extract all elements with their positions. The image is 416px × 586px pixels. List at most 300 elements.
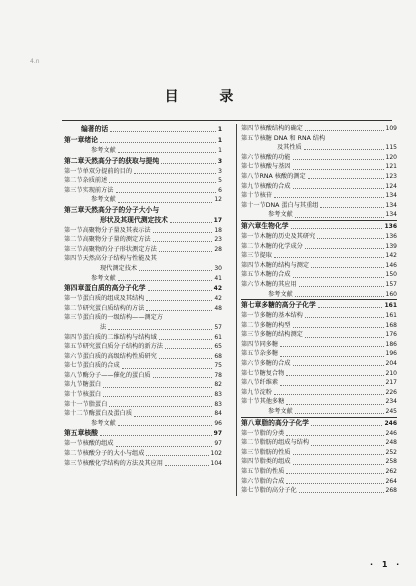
toc-entry-page: 18 <box>214 226 222 234</box>
toc-entry-number: 第三节 <box>241 252 260 260</box>
toc-entry <box>64 449 222 459</box>
toc-entry-title: 多糖的合成 <box>259 360 291 368</box>
toc-entry-title: 提取 <box>259 252 272 260</box>
toc-entry <box>64 283 222 294</box>
toc-entry-title: 及其性质 <box>277 144 302 152</box>
toc-entry <box>64 313 222 323</box>
toc-entry-number: 第八节 <box>241 379 260 387</box>
toc-entry-page: 109 <box>385 125 397 132</box>
toc-leader-dots <box>295 217 384 218</box>
toc-leader-dots <box>109 182 216 183</box>
toc-entry-page: 23 <box>214 236 222 244</box>
toc-entry <box>241 369 397 379</box>
toc-entry-number: 第十节 <box>241 398 260 406</box>
toc-leader-dots <box>293 159 384 160</box>
toc-leader-dots <box>305 248 384 249</box>
toc-entry-page: 210 <box>385 369 397 377</box>
toc-leader-dots <box>293 188 384 189</box>
toc-leader-dots <box>305 130 384 131</box>
toc-entry-page: 102 <box>210 450 222 458</box>
toc-entry-title: 木糖的历史及其研究 <box>259 232 316 240</box>
toc-leader-dots <box>299 286 384 287</box>
toc-leader-dots <box>317 238 383 239</box>
toc-entry-number: 第七节 <box>64 362 83 370</box>
toc-leader-dots <box>146 310 212 311</box>
toc-entry-number: 第八章 <box>241 418 262 427</box>
toc-leader-dots <box>293 327 384 328</box>
toc-leader-dots <box>118 280 213 281</box>
toc-entry <box>64 167 222 177</box>
toc-entry <box>241 417 397 429</box>
toc-leader-dots <box>108 329 212 330</box>
toc-entry-page: 124 <box>385 182 397 190</box>
toc-entry <box>241 477 397 487</box>
toc-entry <box>241 270 397 280</box>
toc-entry <box>241 220 397 232</box>
toc-entry <box>64 439 222 449</box>
toc-leader-dots <box>293 365 384 366</box>
toc-entry-number: 第四节 <box>64 255 83 263</box>
toc-leader-dots <box>280 346 383 347</box>
toc-entry-title: 核蛋白 <box>82 391 102 399</box>
toc-entry-page: 65 <box>214 343 222 351</box>
toc-entry-page: 252 <box>385 448 397 456</box>
toc-entry <box>64 135 222 146</box>
toc-entry <box>64 390 222 400</box>
toc-entry-page: 160 <box>385 290 397 298</box>
toc-entry-title: 酶分子——催化的蛋白质 <box>82 371 151 379</box>
toc-entry-page: 262 <box>385 468 397 475</box>
toc-entry-title: 杂多糖 <box>259 350 279 358</box>
toc-entry-title: 核酸的合成 <box>259 182 291 190</box>
toc-leader-dots <box>274 394 384 395</box>
toc-entry-page: 75 <box>214 362 222 370</box>
toc-entry-number: 第七节 <box>241 163 260 171</box>
toc-leader-dots <box>139 270 212 271</box>
toc-leader-dots <box>311 445 383 446</box>
toc-entry <box>241 407 397 417</box>
toc-entry-number: 第五节 <box>241 271 260 279</box>
toc-entry-number: 第三节 <box>64 459 83 467</box>
toc-entry-page: 134 <box>385 211 397 219</box>
toc-leader-dots <box>165 465 209 466</box>
toc-leader-dots <box>280 356 383 357</box>
toc-entry <box>241 311 397 321</box>
toc-entry-title: 生物化学 <box>261 221 289 230</box>
toc-leader-dots <box>118 425 213 426</box>
toc-entry-page: 150 <box>385 271 397 279</box>
toc-entry-page: 248 <box>385 439 397 447</box>
toc-entry-page: 139 <box>385 242 397 250</box>
toc-entry-number: 第二节 <box>241 242 260 250</box>
toc-entry-page: 264 <box>385 477 397 485</box>
toc-entry-page: 84 <box>214 410 222 418</box>
toc-entry-number: 第三章 <box>64 205 85 214</box>
toc-entry <box>64 245 222 255</box>
toc-entry-number: 第六节 <box>241 360 260 368</box>
toc-entry-number: 第十二节 <box>64 410 89 418</box>
toc-entry-title: 多糖的基本结构 <box>259 312 303 320</box>
toc-entry-title: 天然高分子的获取与提纯 <box>84 156 160 165</box>
toc-entry <box>64 195 222 205</box>
toc-leader-dots <box>295 296 384 297</box>
toc-entry <box>241 397 397 407</box>
title-rule <box>62 120 392 121</box>
toc-entry <box>241 172 397 182</box>
toc-leader-dots <box>311 425 383 426</box>
toc-entry <box>64 352 222 362</box>
toc-leader-dots <box>304 149 384 150</box>
toc-entry-number: 第八节 <box>64 371 83 379</box>
toc-entry-number: 第一节 <box>241 312 260 320</box>
toc-entry <box>241 232 397 242</box>
toc-entry-title: 木糖的其应用 <box>259 280 297 288</box>
page-number: · 1 · <box>370 560 403 569</box>
toc-entry <box>241 261 397 271</box>
toc-entry-number: 第六节 <box>241 477 260 485</box>
toc-entry <box>64 146 222 156</box>
toc-entry <box>241 162 397 172</box>
toc-entry-number: 第三节 <box>64 186 83 194</box>
toc-entry-number: 第一节 <box>241 232 260 240</box>
toc-entry-number: 第二节 <box>64 304 83 312</box>
toc-entry-number: 第五节 <box>241 468 260 475</box>
toc-entry-title: 参考文献 <box>91 147 116 154</box>
toc-entry <box>241 467 397 477</box>
toc-leader-dots <box>293 464 384 465</box>
toc-entry <box>241 448 397 458</box>
toc-entry-page: 17 <box>213 216 222 224</box>
toc-leader-dots <box>286 473 383 474</box>
toc-leader-dots <box>103 396 212 397</box>
toc-leader-dots <box>116 192 217 193</box>
toc-entry <box>241 378 397 388</box>
toc-entry-page: 234 <box>385 398 397 406</box>
toc-entry-page: 12 <box>214 196 222 204</box>
toc-entry-page: 5 <box>218 177 222 185</box>
toc-entry-page: 217 <box>385 379 397 387</box>
toc-leader-dots <box>305 317 384 318</box>
toc-entry <box>64 400 222 410</box>
toc-leader-dots <box>103 387 212 388</box>
toc-entry-page: 96 <box>214 419 222 427</box>
toc-entry-page: 61 <box>214 333 222 341</box>
toc-entry-number: 第二节 <box>241 439 260 447</box>
toc-entry <box>241 143 397 153</box>
toc-entry-number: 第七节 <box>241 487 260 495</box>
toc-entry-title: 形状及其现代测定技术 <box>100 215 168 224</box>
toc-entry <box>64 342 222 352</box>
toc-entry <box>241 290 397 300</box>
toc-entry-title: 核酸结构的确定 <box>259 125 303 132</box>
toc-entry-title: 参考文献 <box>91 419 116 427</box>
toc-entry-page: 176 <box>385 331 397 339</box>
toc-entry-title: 单双分提前的目的 <box>82 167 133 175</box>
toc-entry-number: 第七章 <box>241 301 262 310</box>
toc-leader-dots <box>148 290 212 291</box>
toc-entry-page: 157 <box>385 280 397 288</box>
toc-entry-title: 脂的性质 <box>259 468 285 475</box>
toc-leader-dots <box>286 404 383 405</box>
toc-entry <box>241 201 397 211</box>
toc-entry-title: DNA 蛋白与其重组 <box>265 201 319 209</box>
toc-entry <box>241 330 397 340</box>
toc-leader-dots <box>274 197 384 198</box>
toc-entry-page: 168 <box>385 321 397 329</box>
toc-entry <box>241 486 397 496</box>
toc-entry <box>64 294 222 304</box>
toc-entry-title: 脂蛋白 <box>88 400 108 408</box>
toc-entry-title: 蛋白质的二维结构与结构域 <box>82 333 157 341</box>
toc-entry <box>241 429 397 439</box>
toc-leader-dots <box>308 178 384 179</box>
toc-entry-title: 杂质前述 <box>82 177 108 185</box>
toc-entry-page: 142 <box>385 252 397 260</box>
toc-entry-number: 第十一节 <box>64 400 89 408</box>
toc-leader-dots <box>311 267 383 268</box>
toc-entry-title: 参考文献 <box>268 211 293 219</box>
toc-leader-dots <box>280 385 383 386</box>
toc-entry-title: 脂的分类 <box>259 429 285 437</box>
toc-entry-number: 第一章 <box>64 136 85 144</box>
toc-entry <box>64 235 222 245</box>
toc-leader-dots <box>293 277 384 278</box>
toc-entry-page: 268 <box>385 487 397 495</box>
toc-entry-number: 第十节 <box>241 192 260 200</box>
toc-entry-page: 1 <box>217 126 222 133</box>
toc-leader-dots <box>118 152 216 153</box>
toc-leader-dots <box>110 131 216 132</box>
toc-entry-title: 脂的合成 <box>259 477 285 485</box>
toc-entry-number: 第四节 <box>64 333 83 341</box>
toc-entry-number: 第四节 <box>241 458 260 466</box>
toc-entry-page: 6 <box>218 186 222 194</box>
toc-entry <box>64 371 222 381</box>
toc-leader-dots <box>116 446 213 447</box>
toc-entry <box>241 124 397 134</box>
toc-entry-number: 第一节 <box>64 295 83 303</box>
toc-leader-dots <box>320 207 383 208</box>
toc-entry-page: 123 <box>385 172 397 180</box>
toc-entry-title: 木糖的合成 <box>259 271 291 279</box>
toc-entry <box>241 280 397 290</box>
toc-entry <box>64 361 222 371</box>
toc-entry <box>64 216 222 226</box>
toc-entry-page: 82 <box>214 381 222 389</box>
toc-entry-page: 97 <box>214 440 222 448</box>
toc-entry-title: 核酸 <box>84 429 98 438</box>
toc-entry-page: 48 <box>214 304 222 312</box>
toc-entry-page: 104 <box>210 459 222 467</box>
toc-entry-number: 第一节 <box>64 440 83 448</box>
toc-entry-number: 第三节 <box>64 314 83 322</box>
toc-entry-page: 245 <box>385 408 397 416</box>
toc-entry <box>241 299 397 311</box>
toc-entry-title: 蛋白质的高分子化学 <box>84 284 146 293</box>
toc-entry-number: 第三节 <box>241 448 260 456</box>
toc-entry-page: 161 <box>385 312 397 320</box>
toc-entry <box>241 153 397 163</box>
toc-entry <box>64 459 222 469</box>
toc-entry <box>64 124 222 135</box>
toc-leader-dots <box>134 173 216 174</box>
toc-entry-page: 146 <box>385 261 397 269</box>
toc-entry <box>241 242 397 252</box>
toc-leader-dots <box>291 228 383 229</box>
toc-entry-title: 高聚物的分子形状测定方法 <box>82 245 157 253</box>
toc-entry <box>241 191 397 201</box>
toc-entry <box>64 323 222 333</box>
toc-entry <box>64 380 222 390</box>
toc-entry-title: 其他多糖 <box>259 398 285 406</box>
toc-leader-dots <box>161 163 216 164</box>
toc-leader-dots <box>274 257 384 258</box>
toc-entry-number: 第四节 <box>241 125 260 132</box>
toc-entry-number: 第五节 <box>241 134 260 142</box>
toc-entry-page: 42 <box>214 295 222 303</box>
toc-entry <box>64 428 222 439</box>
toc-leader-dots <box>286 435 383 436</box>
toc-entry-title: 高聚物分子量及其表示法 <box>82 226 151 234</box>
toc-entry-title: 蛋白质的合成 <box>82 362 120 370</box>
toc-entry-title: 脂肪的组成与结构 <box>259 439 310 447</box>
toc-entry-title: 同多糖 <box>259 340 279 348</box>
toc-leader-dots <box>100 435 212 436</box>
toc-entry-number: 第六节 <box>241 280 260 288</box>
toc-entry-page: 42 <box>213 285 222 293</box>
toc-entry <box>64 409 222 419</box>
toc-leader-dots <box>146 455 208 456</box>
toc-entry-title: RNA 核酸的测定 <box>259 172 306 180</box>
toc-left-column <box>64 124 222 468</box>
toc-entry-title: 天然高分子的分子大小与 <box>84 205 160 214</box>
toc-entry-title: 核酸的组成 <box>82 440 114 448</box>
toc-entry-page: 57 <box>214 323 222 331</box>
toc-entry-page: 115 <box>385 144 397 152</box>
toc-entry-number: 第六节 <box>241 153 260 161</box>
toc-entry-title: 酶蛋白及蛋白质 <box>88 410 133 418</box>
toc-entry-number: 第一节 <box>64 167 83 175</box>
toc-leader-dots <box>122 368 213 369</box>
toc-entry <box>241 251 397 261</box>
toc-entry-page: 186 <box>385 340 397 348</box>
toc-leader-dots <box>165 348 212 349</box>
toc-entry-title: 编著的话 <box>81 125 109 133</box>
toc-entry <box>64 176 222 186</box>
toc-entry-title: 天然高分子结构与性能及其 <box>82 255 157 263</box>
toc-entry-title: 核酸的功能 <box>259 153 291 161</box>
toc-entry-number: 第三节 <box>64 245 83 253</box>
toc-leader-dots <box>159 339 213 340</box>
toc-leader-dots <box>146 300 212 301</box>
toc-entry-page: 204 <box>385 360 397 368</box>
toc-entry <box>241 349 397 359</box>
toc-entry-page: 196 <box>385 350 397 358</box>
toc-leader-dots <box>170 222 212 223</box>
toc-entry-number: 第十一节 <box>241 201 266 209</box>
toc-entry-title: 现代测定技术 <box>100 264 138 272</box>
toc-entry-number: 第九节 <box>241 182 260 190</box>
toc-entry-title: 蛋白质的一级结构——测定方 <box>82 314 163 322</box>
toc-entry-title: 纤维素 <box>259 379 279 387</box>
toc-leader-dots <box>293 169 384 170</box>
toc-entry-number: 第二节 <box>64 177 83 185</box>
toc-entry-page: 83 <box>214 391 222 399</box>
toc-entry-number: 第五章 <box>64 429 85 438</box>
toc-entry-title: 木糖的化学成分 <box>259 242 303 250</box>
toc-leader-dots <box>109 406 212 407</box>
toc-entry-page: 134 <box>385 192 397 200</box>
toc-entry <box>64 254 222 264</box>
toc-leader-dots <box>286 483 383 484</box>
toc-leader-dots <box>153 377 213 378</box>
toc-entry-page: 3 <box>218 167 222 175</box>
toc-entry-page: 1 <box>217 137 222 144</box>
toc-right-column <box>236 124 397 496</box>
toc-entry-title: 多糖的高分子化学 <box>261 301 316 310</box>
toc-entry-title: 参考文献 <box>91 274 116 282</box>
toc-entry-number: 第一节 <box>241 429 260 437</box>
toc-entry <box>241 359 397 369</box>
toc-entry-title: 糖蛋白 <box>82 381 102 389</box>
toc-entry <box>64 274 222 284</box>
toc-entry-number: 第五节 <box>64 343 83 351</box>
toc-entry-number: 第二章 <box>64 156 85 165</box>
toc-entry-title: 核酸化学结构的方法及其应用 <box>82 459 163 467</box>
toc-entry-title: 核苷 <box>259 192 272 200</box>
toc-entry <box>241 457 397 467</box>
toc-leader-dots <box>134 416 212 417</box>
toc-entry-page: 258 <box>385 458 397 466</box>
toc-entry-title: 蛋白质的组成及其结构 <box>82 295 145 303</box>
toc-entry-page: 246 <box>385 429 397 437</box>
toc-leader-dots <box>100 142 216 143</box>
toc-entry-number: 第二节 <box>64 236 83 244</box>
toc-entry-title: 脂类的组成 <box>259 458 291 466</box>
toc-entry <box>241 134 397 144</box>
toc-entry-number: 第七节 <box>241 369 260 377</box>
toc-leader-dots <box>118 202 213 203</box>
toc-entry-number: 第八节 <box>241 172 260 180</box>
toc-entry-number: 第五节 <box>241 350 260 358</box>
toc-entry <box>64 205 222 216</box>
toc-leader-dots <box>286 375 383 376</box>
toc-entry <box>241 438 397 448</box>
toc-entry-title: 脂的高分子化 <box>259 487 297 495</box>
toc-entry-number: 第六节 <box>64 352 83 360</box>
toc-entry-title: 高聚物分子量的测定方法 <box>82 236 151 244</box>
toc-entry-title: 核糖 DNA 和 RNA 结构 <box>259 134 326 142</box>
toc-leader-dots <box>293 454 384 455</box>
toc-entry-title: 参考文献 <box>91 196 116 204</box>
toc-entry <box>241 340 397 350</box>
toc-leader-dots <box>159 251 213 252</box>
toc-entry-page: 1 <box>218 147 222 154</box>
toc-entry-title: 脂肪的性质 <box>259 448 291 456</box>
toc-entry-page: 246 <box>384 419 397 427</box>
toc-entry-title: 多糖的构型 <box>259 321 291 329</box>
toc-entry-page: 136 <box>385 232 397 240</box>
toc-entry-page: 83 <box>214 400 222 408</box>
toc-entry-title: 绪论 <box>84 136 98 144</box>
toc-entry-number: 第四章 <box>64 284 85 293</box>
toc-entry-page: 120 <box>385 153 397 161</box>
toc-entry-page: 136 <box>384 222 397 230</box>
toc-entry-page: 30 <box>214 264 222 272</box>
toc-entry-page: 226 <box>385 388 397 396</box>
toc-entry <box>64 264 222 274</box>
toc-entry-page: 3 <box>217 157 222 165</box>
